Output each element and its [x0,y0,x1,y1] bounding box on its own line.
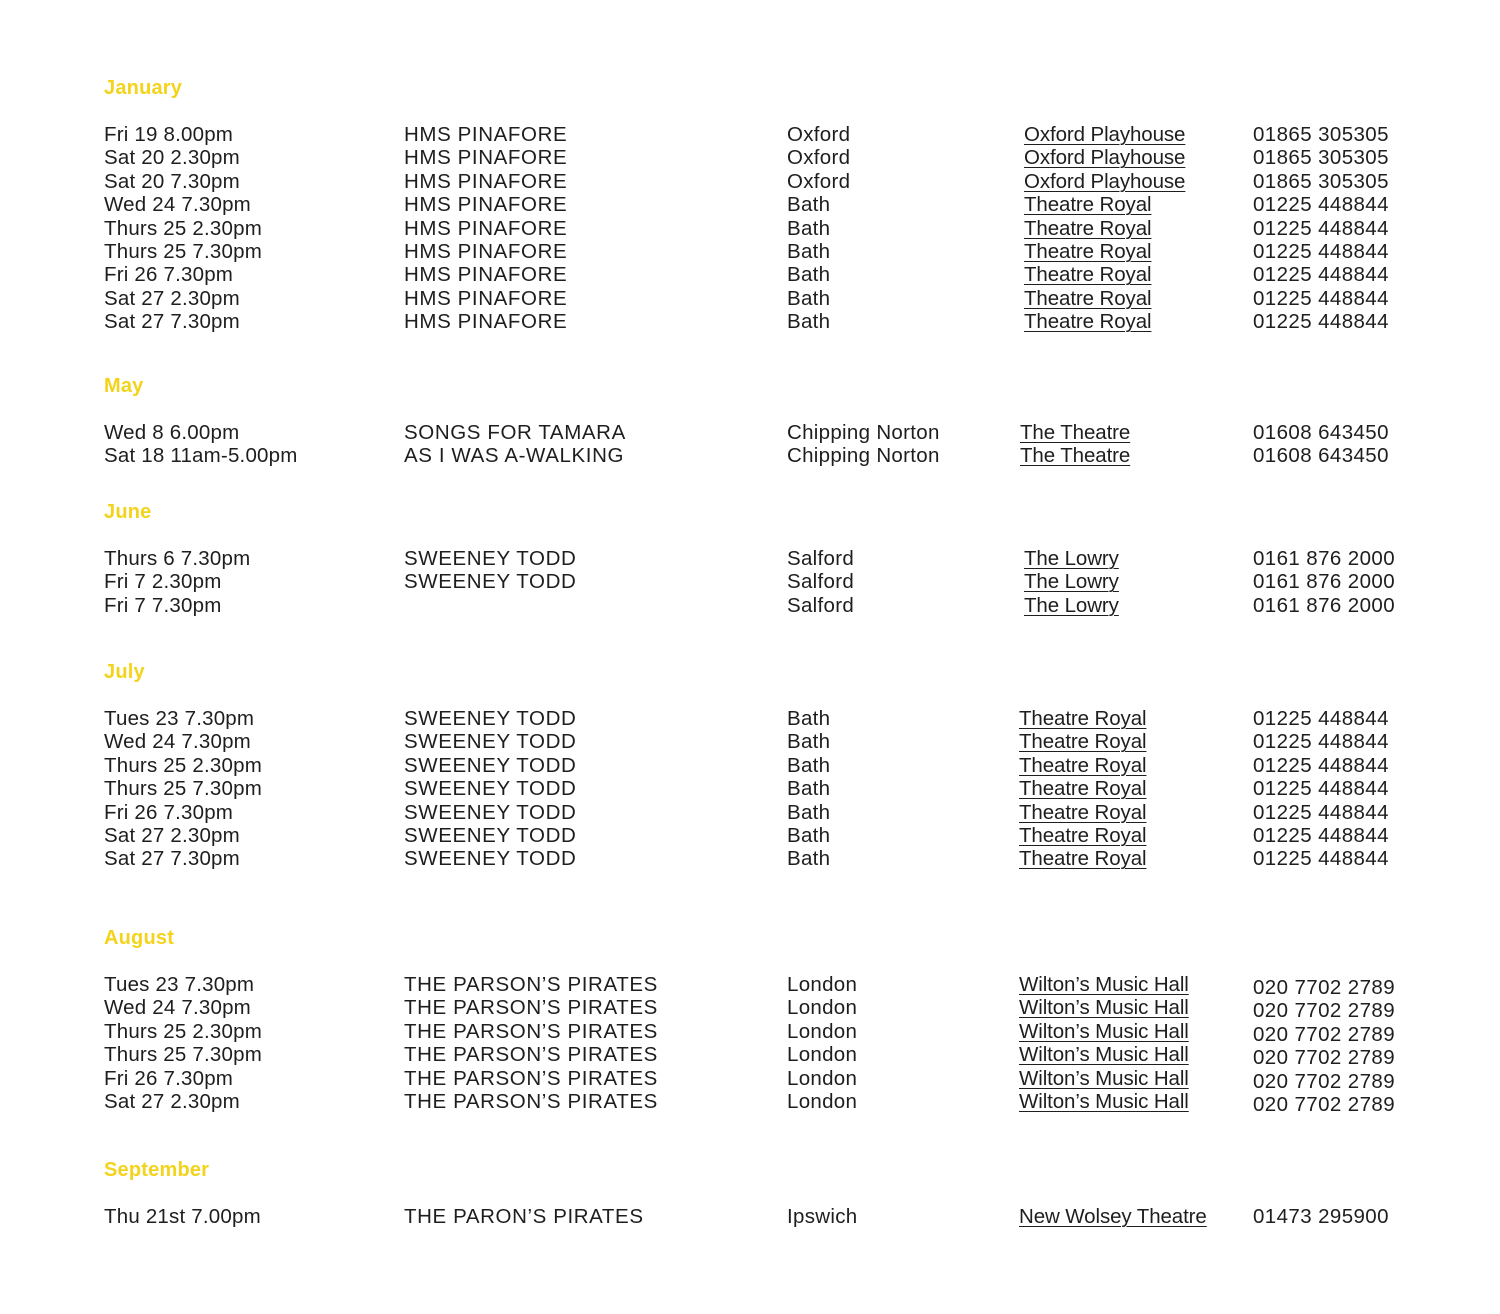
event-phone: 01225 448844 [1253,193,1389,217]
event-phone: 01865 305305 [1253,123,1389,146]
event-city: Chipping Norton [787,444,940,468]
event-show: THE PARSON’S PIRATES [404,1066,658,1090]
event-city: Salford [787,593,855,617]
event-row [0,594,1500,617]
event-city: Salford [787,570,855,594]
event-date: Fri 19 8.00pm [104,123,234,146]
event-phone: 020 7702 2789 [1253,999,1396,1023]
event-show: SWEENEY TODD [404,800,577,824]
event-phone: 020 7702 2789 [1253,1093,1396,1116]
venue-link[interactable]: The Lowry [1024,593,1119,617]
event-show: HMS PINAFORE [404,263,568,287]
event-show: HMS PINAFORE [404,169,568,193]
event-phone: 01225 448844 [1253,730,1389,754]
event-row [0,263,1500,286]
event-date: Tues 23 7.30pm [104,707,255,730]
event-row [0,1019,1500,1046]
event-city: Bath [787,707,831,730]
venue-link[interactable]: Theatre Royal [1019,730,1147,754]
event-row [0,287,1500,310]
event-row [0,730,1500,753]
event-row [0,570,1500,593]
event-row [0,547,1500,570]
event-date: Thurs 25 7.30pm [104,777,262,801]
event-city: Bath [787,777,831,801]
event-date: Sat 27 2.30pm [104,286,240,310]
month-heading-july: July [104,661,145,683]
event-date: Wed 8 6.00pm [104,421,240,444]
event-phone: 01225 448844 [1253,216,1389,240]
event-date: Sat 18 11am-5.00pm [104,444,298,468]
event-city: Ipswich [787,1205,858,1228]
event-row [0,217,1500,240]
event-city: Oxford [787,146,851,170]
event-city: Oxford [787,169,851,193]
event-city: Bath [787,216,831,240]
event-row [0,777,1500,800]
event-city: Chipping Norton [787,421,940,444]
venue-link[interactable]: Theatre Royal [1024,193,1152,217]
event-phone: 01225 448844 [1253,263,1389,287]
month-heading-september: September [104,1159,210,1181]
event-row [0,1066,1500,1093]
venue-link[interactable]: Theatre Royal [1019,824,1147,847]
event-date: Wed 24 7.30pm [104,193,251,217]
event-city: London [787,1066,858,1090]
event-row [0,170,1500,193]
event-date: Thurs 25 2.30pm [104,216,262,240]
venue-link[interactable]: Theatre Royal [1024,263,1152,287]
venue-link[interactable]: New Wolsey Theatre [1019,1205,1207,1228]
venue-link[interactable]: Wilton’s Music Hall [1019,1090,1189,1113]
venue-link[interactable]: Oxford Playhouse [1024,146,1186,170]
event-city: Bath [787,824,831,847]
venue-link[interactable]: The Lowry [1024,570,1119,594]
event-show: HMS PINAFORE [404,216,568,240]
event-phone: 01865 305305 [1253,146,1389,170]
event-city: London [787,1019,858,1043]
event-show: HMS PINAFORE [404,286,568,310]
venue-link[interactable]: The Lowry [1024,547,1119,570]
event-row [0,421,1500,444]
event-row [0,801,1500,824]
event-phone: 01473 295900 [1253,1205,1389,1228]
month-heading-january: January [104,77,183,99]
venue-link[interactable]: Wilton’s Music Hall [1019,996,1189,1020]
event-show: SWEENEY TODD [404,570,577,594]
venue-link[interactable]: The Theatre [1020,421,1131,444]
event-row [0,973,1500,999]
event-phone: 0161 876 2000 [1253,547,1396,570]
event-phone: 020 7702 2789 [1253,1069,1396,1093]
event-city: Bath [787,286,831,310]
event-date: Fri 26 7.30pm [104,1066,234,1090]
event-date: Fri 7 7.30pm [104,593,222,617]
event-show: HMS PINAFORE [404,240,568,263]
event-show: SWEENEY TODD [404,753,577,777]
event-show: THE PARSON’S PIRATES [404,1090,658,1113]
event-show: SWEENEY TODD [404,730,577,754]
event-show: HMS PINAFORE [404,123,568,146]
event-date: Sat 27 7.30pm [104,847,240,871]
event-row [0,707,1500,730]
venue-link[interactable]: Theatre Royal [1019,800,1147,824]
event-city: Oxford [787,123,851,146]
event-row [0,193,1500,216]
event-row [0,847,1500,870]
event-row [0,754,1500,777]
event-city: Bath [787,240,831,263]
event-date: Thurs 25 2.30pm [104,753,262,777]
month-heading-august: August [104,927,175,949]
event-show: SONGS FOR TAMARA [404,421,626,444]
event-phone: 01225 448844 [1253,777,1389,801]
event-phone: 01225 448844 [1253,824,1389,847]
event-date: Tues 23 7.30pm [104,973,255,996]
event-phone: 01225 448844 [1253,286,1389,310]
event-date: Thu 21st 7.00pm [104,1205,261,1228]
event-row [0,1043,1500,1070]
event-row [0,1090,1500,1116]
venue-link[interactable]: Theatre Royal [1019,847,1147,871]
event-date: Thurs 25 7.30pm [104,240,262,263]
event-row [0,1205,1500,1228]
event-date: Thurs 6 7.30pm [104,547,251,570]
venue-link[interactable]: Wilton’s Music Hall [1019,1066,1189,1090]
event-phone: 01225 448844 [1253,240,1389,263]
event-date: Wed 24 7.30pm [104,730,251,754]
event-city: Bath [787,193,831,217]
event-city: London [787,1090,858,1113]
event-phone: 01225 448844 [1253,753,1389,777]
event-phone: 0161 876 2000 [1253,593,1396,617]
event-city: Bath [787,263,831,287]
event-city: Bath [787,310,831,334]
event-show: SWEENEY TODD [404,547,577,570]
event-show: SWEENEY TODD [404,847,577,871]
venue-link[interactable]: Theatre Royal [1024,286,1152,310]
venue-link[interactable]: Theatre Royal [1024,216,1152,240]
event-phone: 01865 305305 [1253,169,1389,193]
event-date: Sat 20 2.30pm [104,146,240,170]
month-heading-may: May [104,375,144,397]
event-phone: 01225 448844 [1253,847,1389,871]
venue-link[interactable]: Theatre Royal [1024,240,1152,263]
venue-link[interactable]: Oxford Playhouse [1024,123,1186,146]
month-heading-june: June [104,501,152,523]
event-date: Sat 20 7.30pm [104,169,240,193]
event-date: Wed 24 7.30pm [104,996,251,1020]
event-show: SWEENEY TODD [404,707,577,730]
venue-link[interactable]: Wilton’s Music Hall [1019,973,1189,996]
event-city: Bath [787,730,831,754]
event-phone: 020 7702 2789 [1253,1046,1396,1070]
event-phone: 01608 643450 [1253,421,1389,444]
event-show: SWEENEY TODD [404,777,577,801]
event-row [0,310,1500,333]
event-row [0,444,1500,467]
event-show: THE PARON’S PIRATES [404,1205,644,1228]
event-row [0,996,1500,1023]
event-show: HMS PINAFORE [404,146,568,170]
venue-link[interactable]: Theatre Royal [1024,310,1152,334]
event-phone: 01225 448844 [1253,800,1389,824]
event-row [0,824,1500,847]
event-show: THE PARSON’S PIRATES [404,973,658,996]
event-phone: 01225 448844 [1253,707,1389,730]
venue-link[interactable]: Oxford Playhouse [1024,169,1186,193]
venue-link[interactable]: Wilton’s Music Hall [1019,1019,1189,1043]
event-phone: 0161 876 2000 [1253,570,1396,594]
venue-link[interactable]: Theatre Royal [1019,753,1147,777]
event-date: Fri 26 7.30pm [104,263,234,287]
event-phone: 020 7702 2789 [1253,976,1396,999]
event-phone: 01608 643450 [1253,444,1389,468]
event-city: Bath [787,800,831,824]
event-show: THE PARSON’S PIRATES [404,1043,658,1067]
venue-link[interactable]: Theatre Royal [1019,707,1147,730]
event-row [0,123,1500,146]
event-phone: 020 7702 2789 [1253,1022,1396,1046]
event-city: London [787,1043,858,1067]
event-row [0,240,1500,263]
event-show: SWEENEY TODD [404,824,577,847]
event-show: HMS PINAFORE [404,193,568,217]
event-phone: 01225 448844 [1253,310,1389,334]
event-date: Thurs 25 2.30pm [104,1019,262,1043]
event-city: London [787,973,858,996]
event-city: London [787,996,858,1020]
event-show: HMS PINAFORE [404,310,568,334]
event-date: Fri 26 7.30pm [104,800,234,824]
event-city: Bath [787,847,831,871]
venue-link[interactable]: Wilton’s Music Hall [1019,1043,1189,1067]
event-row [0,146,1500,169]
venue-link[interactable]: Theatre Royal [1019,777,1147,801]
venue-link[interactable]: The Theatre [1020,444,1131,468]
event-date: Thurs 25 7.30pm [104,1043,262,1067]
event-date: Sat 27 2.30pm [104,824,240,847]
event-date: Sat 27 7.30pm [104,310,240,334]
event-date: Fri 7 2.30pm [104,570,222,594]
event-show: THE PARSON’S PIRATES [404,996,658,1020]
event-show: AS I WAS A-WALKING [404,444,625,468]
event-city: Bath [787,753,831,777]
event-city: Salford [787,547,855,570]
event-show: THE PARSON’S PIRATES [404,1019,658,1043]
event-date: Sat 27 2.30pm [104,1090,240,1113]
